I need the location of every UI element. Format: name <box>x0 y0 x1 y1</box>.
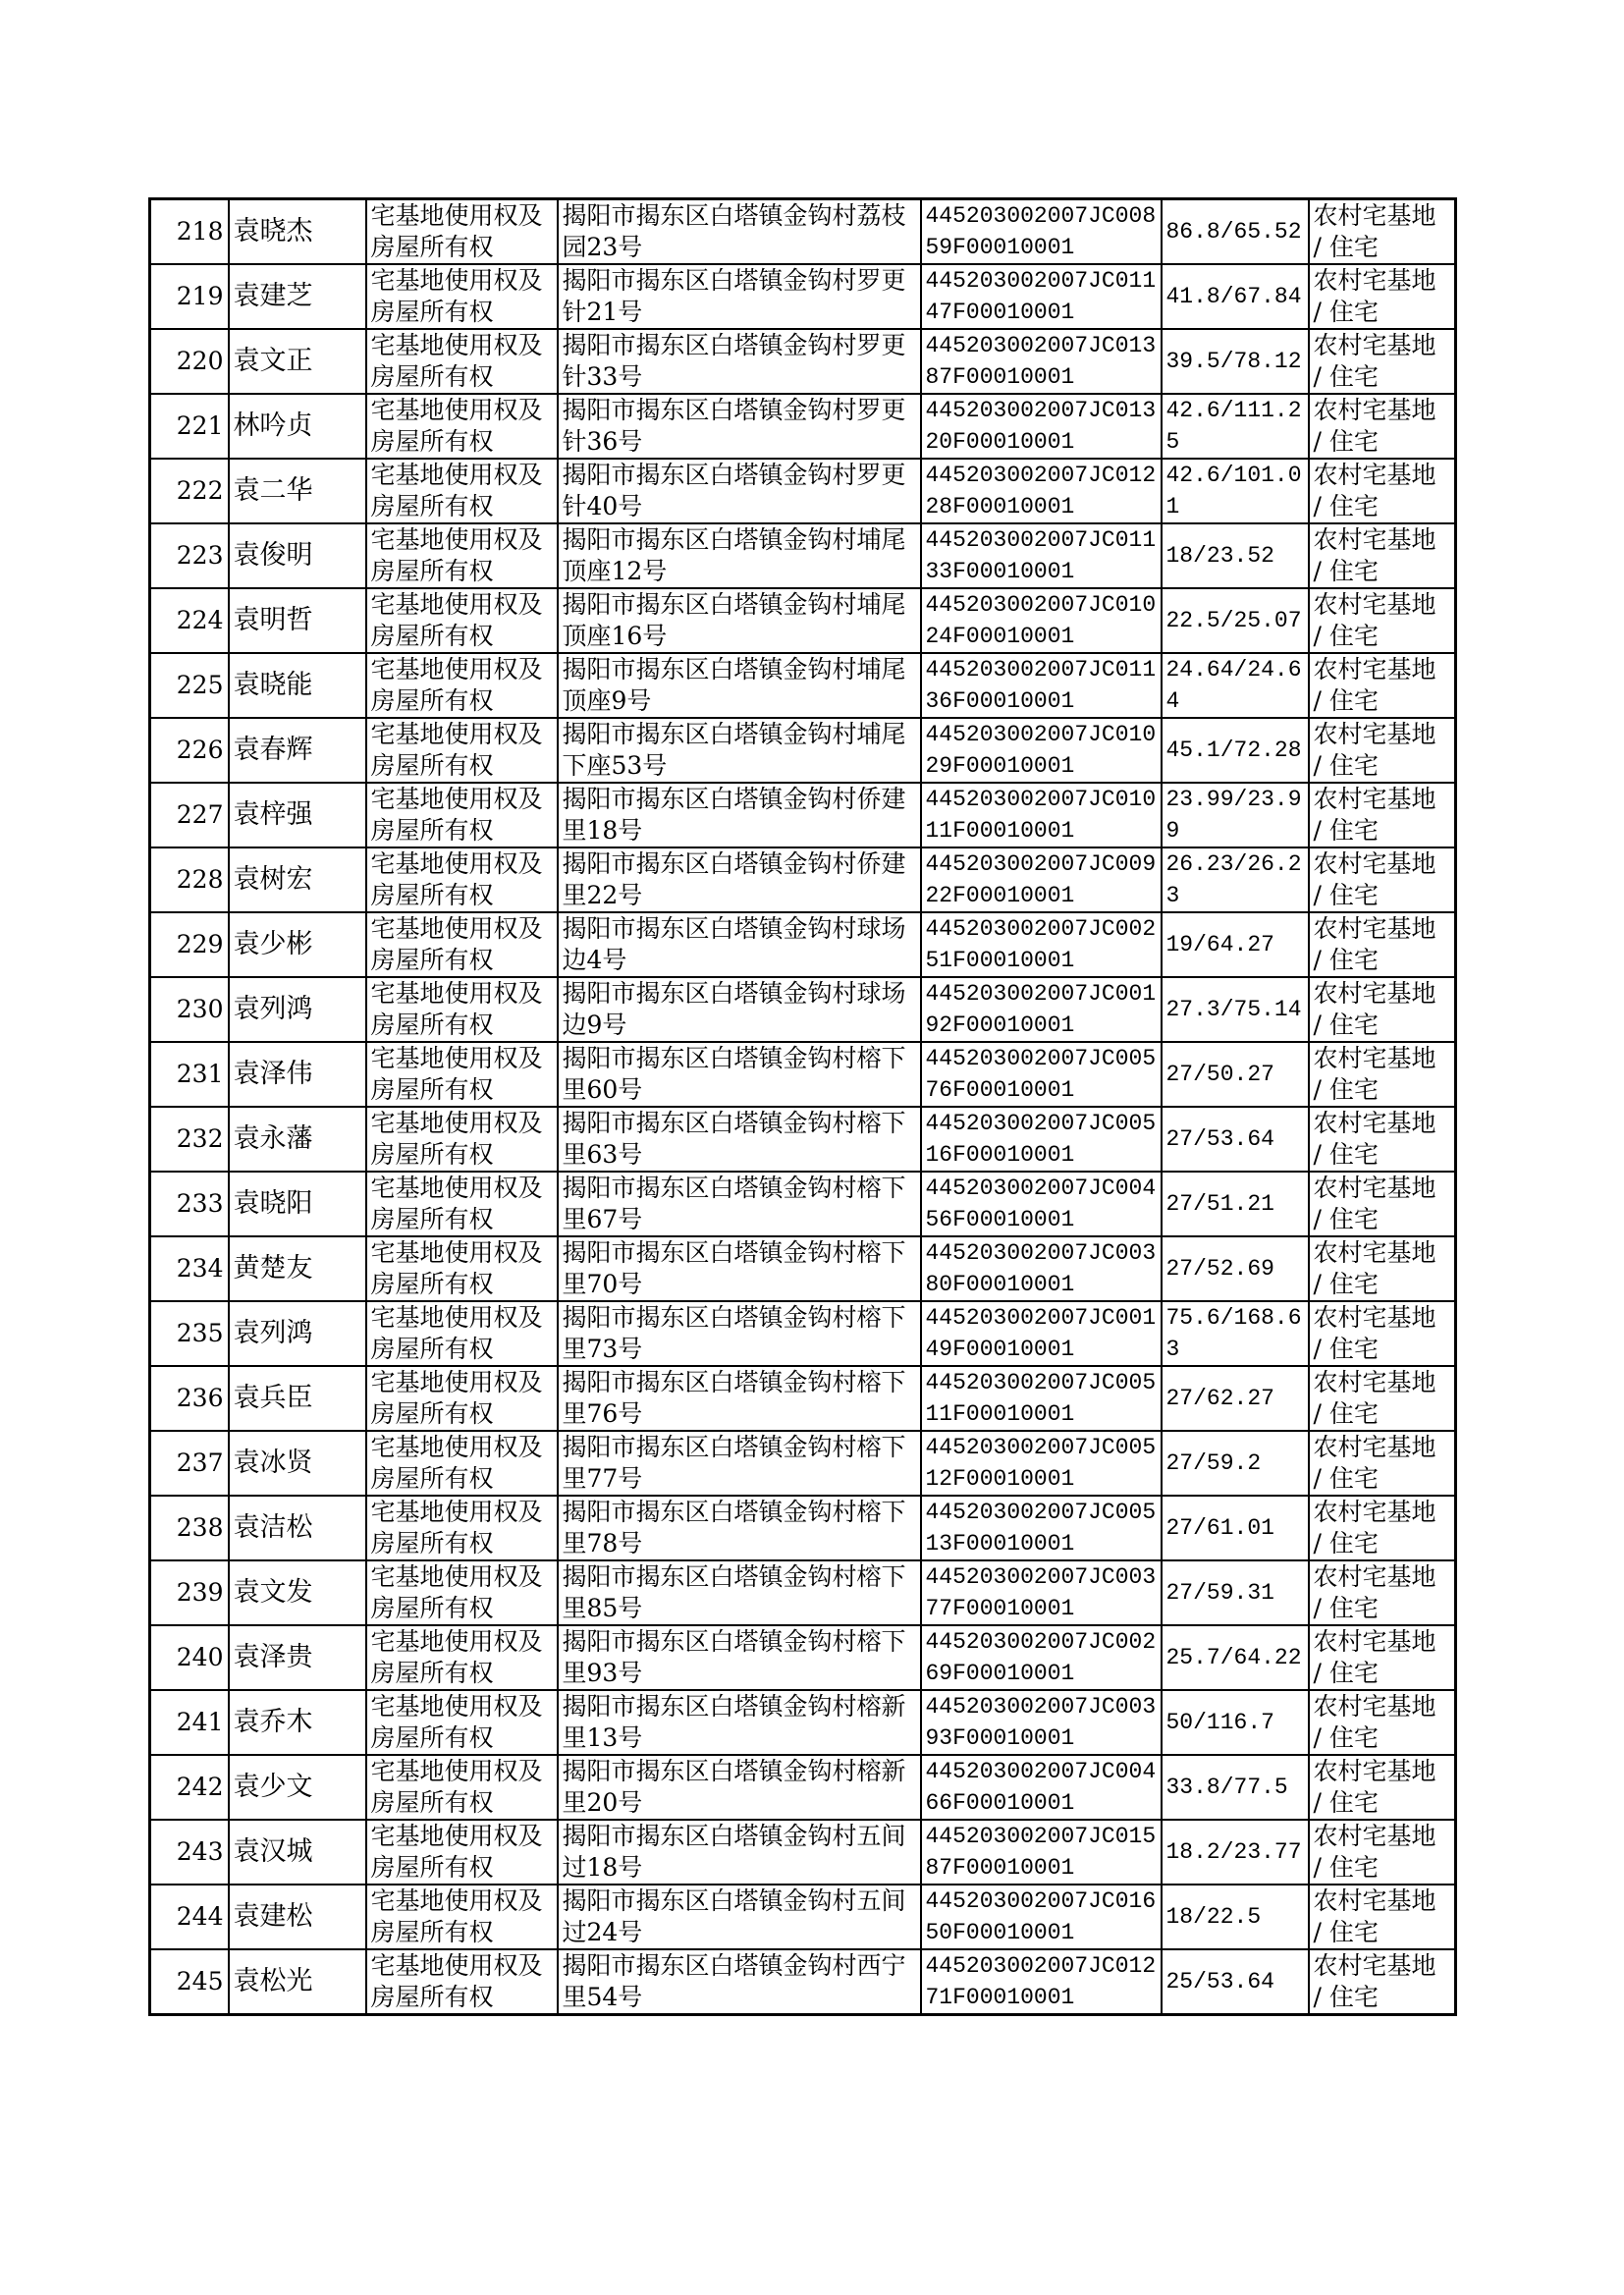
owner-name: 袁晓能 <box>229 653 366 718</box>
property-address: 揭阳市揭东区白塔镇金钩村五间过24号 <box>558 1885 921 1949</box>
land-usage: 农村宅基地 / 住宅 <box>1309 394 1456 459</box>
property-address: 揭阳市揭东区白塔镇金钩村榕下里67号 <box>558 1172 921 1236</box>
certificate-number: 445203002007JC00511F00010001 <box>921 1366 1162 1431</box>
certificate-number: 445203002007JC01320F00010001 <box>921 394 1162 459</box>
owner-name: 袁树宏 <box>229 847 366 912</box>
land-usage: 农村宅基地 / 住宅 <box>1309 1107 1456 1172</box>
right-type: 宅基地使用权及房屋所有权 <box>366 1301 558 1366</box>
certificate-number: 445203002007JC01029F00010001 <box>921 718 1162 783</box>
table-row <box>150 977 1456 1042</box>
land-usage: 农村宅基地 / 住宅 <box>1309 1042 1456 1107</box>
table-row <box>150 264 1456 329</box>
certificate-number: 445203002007JC00380F00010001 <box>921 1236 1162 1301</box>
area-value: 27/50.27 <box>1162 1042 1309 1107</box>
row-number: 244 <box>150 1885 229 1949</box>
row-number: 233 <box>150 1172 229 1236</box>
area-value: 18/23.52 <box>1162 523 1309 588</box>
certificate-number: 445203002007JC00377F00010001 <box>921 1560 1162 1625</box>
property-address: 揭阳市揭东区白塔镇金钩村榕下里73号 <box>558 1301 921 1366</box>
property-address: 揭阳市揭东区白塔镇金钩村罗更针40号 <box>558 459 921 523</box>
area-value: 45.1/72.28 <box>1162 718 1309 783</box>
table-row <box>150 718 1456 783</box>
property-address: 揭阳市揭东区白塔镇金钩村球场边4号 <box>558 912 921 977</box>
certificate-number: 445203002007JC01228F00010001 <box>921 459 1162 523</box>
owner-name: 袁春辉 <box>229 718 366 783</box>
area-value: 22.5/25.07 <box>1162 588 1309 653</box>
owner-name: 袁泽贵 <box>229 1625 366 1690</box>
certificate-number: 445203002007JC00576F00010001 <box>921 1042 1162 1107</box>
certificate-number: 445203002007JC01136F00010001 <box>921 653 1162 718</box>
registration-table <box>148 197 1457 2016</box>
land-usage: 农村宅基地 / 住宅 <box>1309 523 1456 588</box>
area-value: 27/51.21 <box>1162 1172 1309 1236</box>
property-address: 揭阳市揭东区白塔镇金钩村埔尾下座53号 <box>558 718 921 783</box>
property-address: 揭阳市揭东区白塔镇金钩村榕下里60号 <box>558 1042 921 1107</box>
certificate-number: 445203002007JC00269F00010001 <box>921 1625 1162 1690</box>
land-usage: 农村宅基地 / 住宅 <box>1309 718 1456 783</box>
right-type: 宅基地使用权及房屋所有权 <box>366 1690 558 1755</box>
right-type: 宅基地使用权及房屋所有权 <box>366 1366 558 1431</box>
table-row <box>150 1236 1456 1301</box>
area-value: 42.6/111.25 <box>1162 394 1309 459</box>
owner-name: 袁二华 <box>229 459 366 523</box>
certificate-number: 445203002007JC00922F00010001 <box>921 847 1162 912</box>
owner-name: 袁乔木 <box>229 1690 366 1755</box>
land-usage: 农村宅基地 / 住宅 <box>1309 1885 1456 1949</box>
table-row <box>150 1366 1456 1431</box>
property-address: 揭阳市揭东区白塔镇金钩村球场边9号 <box>558 977 921 1042</box>
table-row <box>150 1625 1456 1690</box>
row-number: 234 <box>150 1236 229 1301</box>
property-address: 揭阳市揭东区白塔镇金钩村榕下里70号 <box>558 1236 921 1301</box>
land-usage: 农村宅基地 / 住宅 <box>1309 1301 1456 1366</box>
row-number: 245 <box>150 1949 229 2015</box>
table-row <box>150 588 1456 653</box>
land-usage: 农村宅基地 / 住宅 <box>1309 1690 1456 1755</box>
table-row <box>150 394 1456 459</box>
certificate-number: 445203002007JC01133F00010001 <box>921 523 1162 588</box>
property-address: 揭阳市揭东区白塔镇金钩村榕下里93号 <box>558 1625 921 1690</box>
owner-name: 袁列鸿 <box>229 977 366 1042</box>
right-type: 宅基地使用权及房屋所有权 <box>366 847 558 912</box>
area-value: 18.2/23.77 <box>1162 1820 1309 1885</box>
right-type: 宅基地使用权及房屋所有权 <box>366 264 558 329</box>
row-number: 241 <box>150 1690 229 1755</box>
land-usage: 农村宅基地 / 住宅 <box>1309 1236 1456 1301</box>
property-address: 揭阳市揭东区白塔镇金钩村埔尾顶座9号 <box>558 653 921 718</box>
right-type: 宅基地使用权及房屋所有权 <box>366 1755 558 1820</box>
land-usage: 农村宅基地 / 住宅 <box>1309 653 1456 718</box>
table-row <box>150 1949 1456 2015</box>
row-number: 218 <box>150 199 229 265</box>
land-usage: 农村宅基地 / 住宅 <box>1309 1366 1456 1431</box>
land-usage: 农村宅基地 / 住宅 <box>1309 783 1456 847</box>
table-row <box>150 523 1456 588</box>
owner-name: 袁兵臣 <box>229 1366 366 1431</box>
certificate-number: 445203002007JC01271F00010001 <box>921 1949 1162 2015</box>
area-value: 50/116.7 <box>1162 1690 1309 1755</box>
right-type: 宅基地使用权及房屋所有权 <box>366 783 558 847</box>
area-value: 42.6/101.01 <box>1162 459 1309 523</box>
row-number: 239 <box>150 1560 229 1625</box>
area-value: 27/52.69 <box>1162 1236 1309 1301</box>
land-usage: 农村宅基地 / 住宅 <box>1309 1820 1456 1885</box>
area-value: 27/62.27 <box>1162 1366 1309 1431</box>
table-row <box>150 847 1456 912</box>
certificate-number: 445203002007JC00512F00010001 <box>921 1431 1162 1496</box>
right-type: 宅基地使用权及房屋所有权 <box>366 1885 558 1949</box>
owner-name: 袁俊明 <box>229 523 366 588</box>
owner-name: 袁松光 <box>229 1949 366 2015</box>
row-number: 223 <box>150 523 229 588</box>
row-number: 228 <box>150 847 229 912</box>
right-type: 宅基地使用权及房屋所有权 <box>366 1949 558 2015</box>
certificate-number: 445203002007JC00516F00010001 <box>921 1107 1162 1172</box>
right-type: 宅基地使用权及房屋所有权 <box>366 588 558 653</box>
table-row <box>150 1885 1456 1949</box>
certificate-number: 445203002007JC00859F00010001 <box>921 199 1162 265</box>
owner-name: 袁建松 <box>229 1885 366 1949</box>
row-number: 227 <box>150 783 229 847</box>
table-row <box>150 783 1456 847</box>
property-address: 揭阳市揭东区白塔镇金钩村榕下里76号 <box>558 1366 921 1431</box>
right-type: 宅基地使用权及房屋所有权 <box>366 977 558 1042</box>
certificate-number: 445203002007JC01024F00010001 <box>921 588 1162 653</box>
table-row <box>150 1301 1456 1366</box>
row-number: 230 <box>150 977 229 1042</box>
area-value: 24.64/24.64 <box>1162 653 1309 718</box>
row-number: 236 <box>150 1366 229 1431</box>
land-usage: 农村宅基地 / 住宅 <box>1309 459 1456 523</box>
area-value: 26.23/26.23 <box>1162 847 1309 912</box>
row-number: 242 <box>150 1755 229 1820</box>
area-value: 19/64.27 <box>1162 912 1309 977</box>
property-address: 揭阳市揭东区白塔镇金钩村埔尾顶座12号 <box>558 523 921 588</box>
area-value: 18/22.5 <box>1162 1885 1309 1949</box>
property-address: 揭阳市揭东区白塔镇金钩村榕新里13号 <box>558 1690 921 1755</box>
owner-name: 袁梓强 <box>229 783 366 847</box>
property-address: 揭阳市揭东区白塔镇金钩村五间过18号 <box>558 1820 921 1885</box>
owner-name: 袁少彬 <box>229 912 366 977</box>
area-value: 23.99/23.99 <box>1162 783 1309 847</box>
owner-name: 袁洁松 <box>229 1496 366 1560</box>
right-type: 宅基地使用权及房屋所有权 <box>366 718 558 783</box>
row-number: 219 <box>150 264 229 329</box>
right-type: 宅基地使用权及房屋所有权 <box>366 1042 558 1107</box>
row-number: 238 <box>150 1496 229 1560</box>
table-row <box>150 1820 1456 1885</box>
land-usage: 农村宅基地 / 住宅 <box>1309 1755 1456 1820</box>
land-usage: 农村宅基地 / 住宅 <box>1309 1625 1456 1690</box>
certificate-number: 445203002007JC01011F00010001 <box>921 783 1162 847</box>
owner-name: 袁明哲 <box>229 588 366 653</box>
land-usage: 农村宅基地 / 住宅 <box>1309 912 1456 977</box>
land-usage: 农村宅基地 / 住宅 <box>1309 264 1456 329</box>
owner-name: 袁晓杰 <box>229 199 366 265</box>
land-usage: 农村宅基地 / 住宅 <box>1309 977 1456 1042</box>
row-number: 220 <box>150 329 229 394</box>
owner-name: 袁少文 <box>229 1755 366 1820</box>
table-body <box>150 199 1456 2015</box>
area-value: 27/59.31 <box>1162 1560 1309 1625</box>
owner-name: 袁汉城 <box>229 1820 366 1885</box>
right-type: 宅基地使用权及房屋所有权 <box>366 523 558 588</box>
certificate-number: 445203002007JC01587F00010001 <box>921 1820 1162 1885</box>
certificate-number: 445203002007JC00192F00010001 <box>921 977 1162 1042</box>
owner-name: 袁泽伟 <box>229 1042 366 1107</box>
certificate-number: 445203002007JC00393F00010001 <box>921 1690 1162 1755</box>
table-row <box>150 1496 1456 1560</box>
owner-name: 林吟贞 <box>229 394 366 459</box>
row-number: 229 <box>150 912 229 977</box>
certificate-number: 445203002007JC01147F00010001 <box>921 264 1162 329</box>
row-number: 235 <box>150 1301 229 1366</box>
property-address: 揭阳市揭东区白塔镇金钩村西宁里54号 <box>558 1949 921 2015</box>
property-address: 揭阳市揭东区白塔镇金钩村荔枝园23号 <box>558 199 921 265</box>
property-address: 揭阳市揭东区白塔镇金钩村榕下里77号 <box>558 1431 921 1496</box>
right-type: 宅基地使用权及房屋所有权 <box>366 459 558 523</box>
certificate-number: 445203002007JC00456F00010001 <box>921 1172 1162 1236</box>
row-number: 224 <box>150 588 229 653</box>
certificate-number: 445203002007JC00149F00010001 <box>921 1301 1162 1366</box>
right-type: 宅基地使用权及房屋所有权 <box>366 1172 558 1236</box>
table-row <box>150 329 1456 394</box>
certificate-number: 445203002007JC01387F00010001 <box>921 329 1162 394</box>
row-number: 232 <box>150 1107 229 1172</box>
owner-name: 袁永藩 <box>229 1107 366 1172</box>
row-number: 237 <box>150 1431 229 1496</box>
land-usage: 农村宅基地 / 住宅 <box>1309 1496 1456 1560</box>
land-usage: 农村宅基地 / 住宅 <box>1309 1431 1456 1496</box>
owner-name: 袁列鸿 <box>229 1301 366 1366</box>
area-value: 27/59.2 <box>1162 1431 1309 1496</box>
land-usage: 农村宅基地 / 住宅 <box>1309 588 1456 653</box>
table-row <box>150 199 1456 265</box>
row-number: 225 <box>150 653 229 718</box>
land-usage: 农村宅基地 / 住宅 <box>1309 1560 1456 1625</box>
property-address: 揭阳市揭东区白塔镇金钩村罗更针33号 <box>558 329 921 394</box>
certificate-number: 445203002007JC00251F00010001 <box>921 912 1162 977</box>
right-type: 宅基地使用权及房屋所有权 <box>366 1820 558 1885</box>
area-value: 39.5/78.12 <box>1162 329 1309 394</box>
land-usage: 农村宅基地 / 住宅 <box>1309 1949 1456 2015</box>
table-row <box>150 459 1456 523</box>
area-value: 25/53.64 <box>1162 1949 1309 2015</box>
right-type: 宅基地使用权及房屋所有权 <box>366 1431 558 1496</box>
row-number: 240 <box>150 1625 229 1690</box>
right-type: 宅基地使用权及房屋所有权 <box>366 329 558 394</box>
owner-name: 袁文正 <box>229 329 366 394</box>
table-row <box>150 1690 1456 1755</box>
land-usage: 农村宅基地 / 住宅 <box>1309 329 1456 394</box>
right-type: 宅基地使用权及房屋所有权 <box>366 1625 558 1690</box>
right-type: 宅基地使用权及房屋所有权 <box>366 653 558 718</box>
land-usage: 农村宅基地 / 住宅 <box>1309 199 1456 265</box>
area-value: 33.8/77.5 <box>1162 1755 1309 1820</box>
property-address: 揭阳市揭东区白塔镇金钩村罗更针21号 <box>558 264 921 329</box>
area-value: 25.7/64.22 <box>1162 1625 1309 1690</box>
row-number: 222 <box>150 459 229 523</box>
property-address: 揭阳市揭东区白塔镇金钩村罗更针36号 <box>558 394 921 459</box>
row-number: 221 <box>150 394 229 459</box>
area-value: 75.6/168.63 <box>1162 1301 1309 1366</box>
row-number: 231 <box>150 1042 229 1107</box>
area-value: 27/53.64 <box>1162 1107 1309 1172</box>
table-row <box>150 1042 1456 1107</box>
table-row <box>150 1431 1456 1496</box>
table-row <box>150 912 1456 977</box>
owner-name: 袁文发 <box>229 1560 366 1625</box>
certificate-number: 445203002007JC00513F00010001 <box>921 1496 1162 1560</box>
owner-name: 袁建芝 <box>229 264 366 329</box>
table-row <box>150 653 1456 718</box>
right-type: 宅基地使用权及房屋所有权 <box>366 1236 558 1301</box>
table-row <box>150 1560 1456 1625</box>
right-type: 宅基地使用权及房屋所有权 <box>366 394 558 459</box>
property-address: 揭阳市揭东区白塔镇金钩村榕新里20号 <box>558 1755 921 1820</box>
certificate-number: 445203002007JC01650F00010001 <box>921 1885 1162 1949</box>
owner-name: 黄楚友 <box>229 1236 366 1301</box>
table-row <box>150 1107 1456 1172</box>
table-row <box>150 1172 1456 1236</box>
area-value: 86.8/65.52 <box>1162 199 1309 265</box>
table-row <box>150 1755 1456 1820</box>
property-address: 揭阳市揭东区白塔镇金钩村榕下里63号 <box>558 1107 921 1172</box>
right-type: 宅基地使用权及房屋所有权 <box>366 912 558 977</box>
land-usage: 农村宅基地 / 住宅 <box>1309 847 1456 912</box>
right-type: 宅基地使用权及房屋所有权 <box>366 1560 558 1625</box>
area-value: 27/61.01 <box>1162 1496 1309 1560</box>
right-type: 宅基地使用权及房屋所有权 <box>366 1496 558 1560</box>
right-type: 宅基地使用权及房屋所有权 <box>366 1107 558 1172</box>
row-number: 226 <box>150 718 229 783</box>
land-usage: 农村宅基地 / 住宅 <box>1309 1172 1456 1236</box>
row-number: 243 <box>150 1820 229 1885</box>
area-value: 41.8/67.84 <box>1162 264 1309 329</box>
property-address: 揭阳市揭东区白塔镇金钩村侨建里22号 <box>558 847 921 912</box>
property-address: 揭阳市揭东区白塔镇金钩村榕下里85号 <box>558 1560 921 1625</box>
right-type: 宅基地使用权及房屋所有权 <box>366 199 558 265</box>
owner-name: 袁冰贤 <box>229 1431 366 1496</box>
property-address: 揭阳市揭东区白塔镇金钩村榕下里78号 <box>558 1496 921 1560</box>
certificate-number: 445203002007JC00466F00010001 <box>921 1755 1162 1820</box>
property-address: 揭阳市揭东区白塔镇金钩村侨建里18号 <box>558 783 921 847</box>
area-value: 27.3/75.14 <box>1162 977 1309 1042</box>
property-address: 揭阳市揭东区白塔镇金钩村埔尾顶座16号 <box>558 588 921 653</box>
owner-name: 袁晓阳 <box>229 1172 366 1236</box>
